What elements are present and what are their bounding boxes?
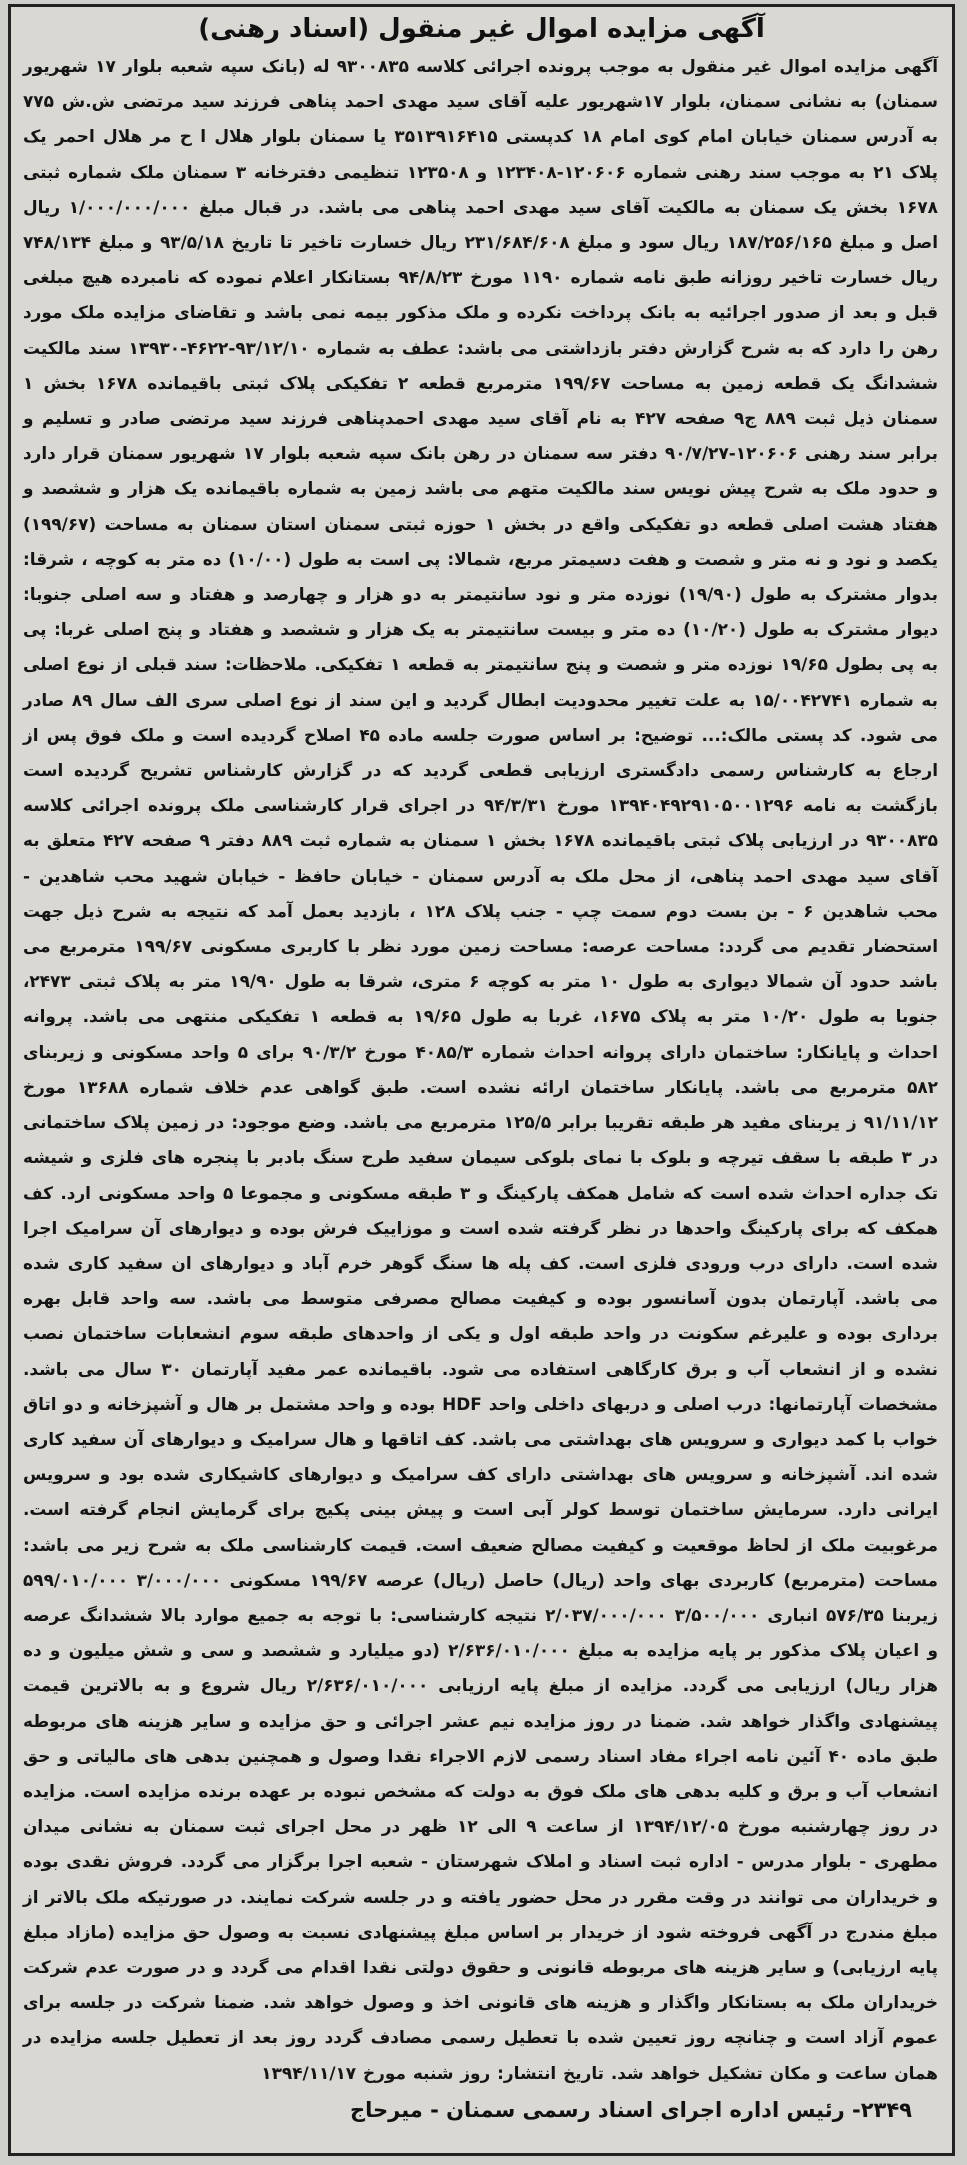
notice-body: آگهی مزایده اموال غیر منقول به موجب پرونده اجرائی کلاسه ۹۳۰۰۸۳۵ له (بانک سپه شعبه بلوار ۱۷ شهریور سمنان) به نشانی سمنان، بلوار ۱۷شهریور علیه آقای سید مهدی احمد پناهی فرزند سید مرتضی ش.ش ۷۷۵ به آدرس سمنان خیابان امام کوی امام ۱۸ کدپستی ۳۵۱۳۹۱۶۴۱۵ یا سمنان بلوار هلال ا ح مر هلال احمر یک پلاک ۲۱ به موجب سند رهنی شماره ۱۲۰۶۰۶-۱۲۳۴۰۸ و ۱۲۳۵۰۸ تنظیمی دفترخانه ۳ سمنان ملک شماره ثبتی ۱۶۷۸ بخش یک سمنان به مالکیت آقای سید مهدی احمد پناهی می باشد. در قبال مبلغ ۱/۰۰۰/۰۰۰/۰۰۰ ریال اصل و مبلغ ۱۸۷/۲۵۶/۱۶۵ ریال سود و مبلغ ۲۳۱/۶۸۴/۶۰۸ ریال خسارت تاخیر تا تاریخ ۹۳/۵/۱۸ و مبلغ ۷۴۸/۱۳۴ ریال خسارت تاخیر روزانه طبق نامه شماره ۱۱۹۰ مورخ ۹۴/۸/۲۳ بستانکار اعلام نموده که نامبرده هیچ مبلغی قبل و بعد از صدور اجرائیه به بانک پرداخت نکرده و ملک مذکور بیمه نمی باشد و تقاضای مزایده ملک مورد رهن را دارد که به شرح گزارش دفتر بازداشتی می باشد: عطف به شماره ۹۳/۱۲/۱۰-۴۶۲۲-۱۳۹۳۰ سند مالکیت ششدانگ یک قطعه زمین به مساحت ۱۹۹/۶۷ مترمربع قطعه ۲ تفکیکی پلاک ثبتی باقیمانده ۱۶۷۸ بخش ۱ سمنان ذیل ثبت ۸۸۹ ج۹ صفحه ۴۲۷ به نام آقای سید مهدی احمدپناهی فرزند سید مرتضی صادر و تسلیم و برابر سند رهنی ۱۲۰۶۰۶-۹۰/۷/۲۷ دفتر سه سمنان در رهن بانک سپه شعبه بلوار ۱۷ شهریور سمنان قرار دارد و حدود ملک به شرح پیش نویس سند مالکیت متهم می باشد زمین به شماره باقیمانده یک هزار و ششصد و هفتاد هشت اصلی قطعه دو تفکیکی واقع در بخش ۱ حوزه ثبتی سمنان استان سمنان به مساحت (۱۹۹/۶۷) یکصد و نود و نه متر و شصت و هفت دسیمتر مربع، شمالا: پی است به طول (۱۰/۰۰) ده متر به کوچه ، شرقا: بدوار مشترک به طول (۱۹/۹۰) نوزده متر و نود سانتیمتر به دو هزار و چهارصد و هفتاد و سه اصلی جنوبا: دیوار مشترک به طول (۱۰/۲۰) ده متر و بیست سانتیمتر به یک هزار و ششصد و هفتاد و پنج اصلی غربا: پی به پی بطول ۱۹/۶۵ نوزده متر و شصت و پنج سانتیمتر به قطعه ۱ تفکیکی. ملاحظات: سند قبلی از نوع اصلی به شماره ۱۵/۰۰۴۲۷۴۱ به علت تغییر محدودیت ابطال گردید و این سند از نوع اصلی سری الف سال ۸۹ صادر می شود. کد پستی مالک:... توضیح: بر اساس صورت جلسه ماده ۴۵ اصلاح گردیده است و ملک فوق پس از ارجاع به کارشناس رسمی دادگستری ارزیابی قطعی گردید که در گزارش کارشناس تشریح گردیده است بازگشت به نامه ۱۳۹۴۰۴۹۲۹۱۰۵۰۰۱۲۹۶ مورخ ۹۴/۳/۳۱ در اجرای قرار کارشناسی ملک پرونده اجرائی کلاسه ۹۳۰۰۸۳۵ در ارزیابی پلاک ثبتی باقیمانده ۱۶۷۸ بخش ۱ سمنان به شماره ثبت ۸۸۹ دفتر ۹ صفحه ۴۲۷ متعلق به آقای سید مهدی احمد پناهی، از محل ملک به آدرس سمنان - خیابان حافظ - خیابان شهید محب شاهدین - محب شاهدین ۶ - بن بست دوم سمت چپ - جنب پلاک ۱۲۸ ، بازدید بعمل آمد که نتیجه به شرح ذیل جهت استحضار تقدیم می گردد: مساحت عرصه: مساحت زمین مورد نظر با کاربری مسکونی ۱۹۹/۶۷ مترمربع می باشد حدود آن شمالا دیواری به طول ۱۰ متر به کوچه ۶ متری، شرقا به طول ۱۹/۹۰ متر به پلاک ثبتی ۲۴۷۳، جنوبا به طول ۱۰/۲۰ متر به پلاک ۱۶۷۵، غربا به طول ۱۹/۶۵ به قطعه ۱ تفکیکی منتهی می باشد. پروانه احداث و پایانکار: ساختمان دارای پروانه احداث شماره ۴۰۸۵/۳ مورخ ۹۰/۳/۲ برای ۵ واحد مسکونی و زیربنای ۵۸۲ مترمربع می باشد. پایانکار ساختمان ارائه نشده است. طبق گواهی عدم خلاف شماره ۱۳۶۸۸ مورخ ۹۱/۱۱/۱۲ ز یربنای مفید هر طبقه تقریبا برابر ۱۲۵/۵ مترمربع می باشد. وضع موجود: در زمین پلاک ساختمانی در ۳ طبقه با سقف تیرچه و بلوک با نمای بلوکی سیمان سفید طرح سنگ بادبر با پنجره های فلزی و شیشه تک جداره احداث شده است که شامل همکف پارکینگ و ۳ طبقه مسکونی و مجموعا ۵ واحد مسکونی ارد. کف همکف که برای پارکینگ واحدها در نظر گرفته شده است و موزاییک فرش بوده و دیوارهای آن سرامیک اجرا شده است. دارای درب ورودی فلزی است. کف پله ها سنگ گوهر خرم آباد و دیوارهای ان سفید کاری شده می باشد. آپارتمان بدون آسانسور بوده و کیفیت مصالح مصرفی متوسط می باشد. سه واحد قابل بهره برداری بوده و علیرغم سکونت در واحد طبقه اول و یکی از واحدهای طبقه سوم انشعابات ساختمان نصب نشده و از انشعاب آب و برق کارگاهی استفاده می شود. باقیمانده عمر مفید آپارتمان ۳۰ سال می باشد. مشخصات آپارتمانها: درب اصلی و دربهای داخلی واحد HDF بوده و واحد مشتمل بر هال و آشپزخانه و دو اتاق خواب با کمد دیواری و سرویس های بهداشتی می باشد. کف اتاقها و هال سرامیک و دیوارهای آن سفید کاری شده اند. آشپزخانه و سرویس های بهداشتی دارای کف سرامیک و دیوارهای کاشیکاری شده بود و سرویس ایرانی دارد. سرمایش ساختمان توسط کولر آبی است و پیش بینی پکیج برای گرمایش انجام گرفته است. مرغوبیت ملک از لحاظ موقعیت و کیفیت مصالح ضعیف است. قیمت کارشناسی ملک به شرح زیر می باشد: مساحت (مترمربع) کاربردی بهای واحد (ریال) حاصل (ریال) عرصه ۱۹۹/۶۷ مسکونی ۳/۰۰۰/۰۰۰ ۵۹۹/۰۱۰/۰۰۰ زیربنا ۵۷۶/۳۵ انباری ۳/۵۰۰/۰۰۰ ۲/۰۳۷/۰۰۰/۰۰۰ نتیجه کارشناسی: با توجه به جمیع موارد بالا ششدانگ عرصه و اعیان پلاک مذکور بر پایه مزایده به مبلغ ۲/۶۳۶/۰۱۰/۰۰۰ (دو میلیارد و ششصد و سی و شش میلیون و ده هزار ریال) ارزیابی می گردد. مزایده از مبلغ پایه ارزیابی ۲/۶۳۶/۰۱۰/۰۰۰ ریال شروع و به بالاترین قیمت پیشنهادی واگذار خواهد شد. ضمنا در روز مزایده نیم عشر اجرائی و حق مزایده و سایر هزینه های مربوطه طبق ماده ۴۰ آئین نامه اجراء مفاد اسناد رسمی لازم الاجراء نقدا وصول و همچنین بدهی های مالیاتی و حق انشعاب آب و برق و کلیه بدهی های ملک فوق به دولت که مشخص نبوده بر عهده برنده مزایده است. مزایده در روز چهارشنبه مورخ ۱۳۹۴/۱۲/۰۵ از ساعت ۹ الی ۱۲ ظهر در محل اجرای ثبت سمنان به نشانی میدان مطهری - بلوار مدرس - اداره ثبت اسناد و املاک شهرستان - شعبه اجرا برگزار می گردد. فروش نقدی بوده و خریداران می توانند در وقت مقرر در محل حضور یافته و در جلسه شرکت نمایند. در صورتیکه ملک بالاتر از مبلغ مندرج در آگهی فروخته شود از خریدار بر اساس مبلغ پیشنهادی نسبت به وصول حق مزایده (مازاد مبلغ پایه ارزیابی) و سایر هزینه های مربوطه قانونی و حقوق دولتی نقدا اقدام می گردد و در صورت عدم شرکت خریداران ملک به بستانکار واگذار و هزینه های قانونی اخذ و وصول خواهد شد. ضمنا شرکت در جلسه برای عموم آزاد است و چنانچه روز تعیین شده با تعطیل رسمی مصادف گردد روز بعد از تعطیل جلسه مزایده در همان ساعت و مکان تشکیل خواهد شد. تاریخ انتشار: روز شنبه مورخ ۱۳۹۴/۱۱/۱۷ bbox=[23, 56, 939, 2083]
notice-footer-signature: ۲۳۴۹- رئیس اداره اجرای اسناد رسمی سمنان - میرحاج bbox=[350, 2097, 912, 2122]
notice-frame bbox=[8, 4, 955, 2156]
notice-title: آگهی مزایده اموال غیر منقول (اسناد رهنی) bbox=[198, 14, 765, 44]
